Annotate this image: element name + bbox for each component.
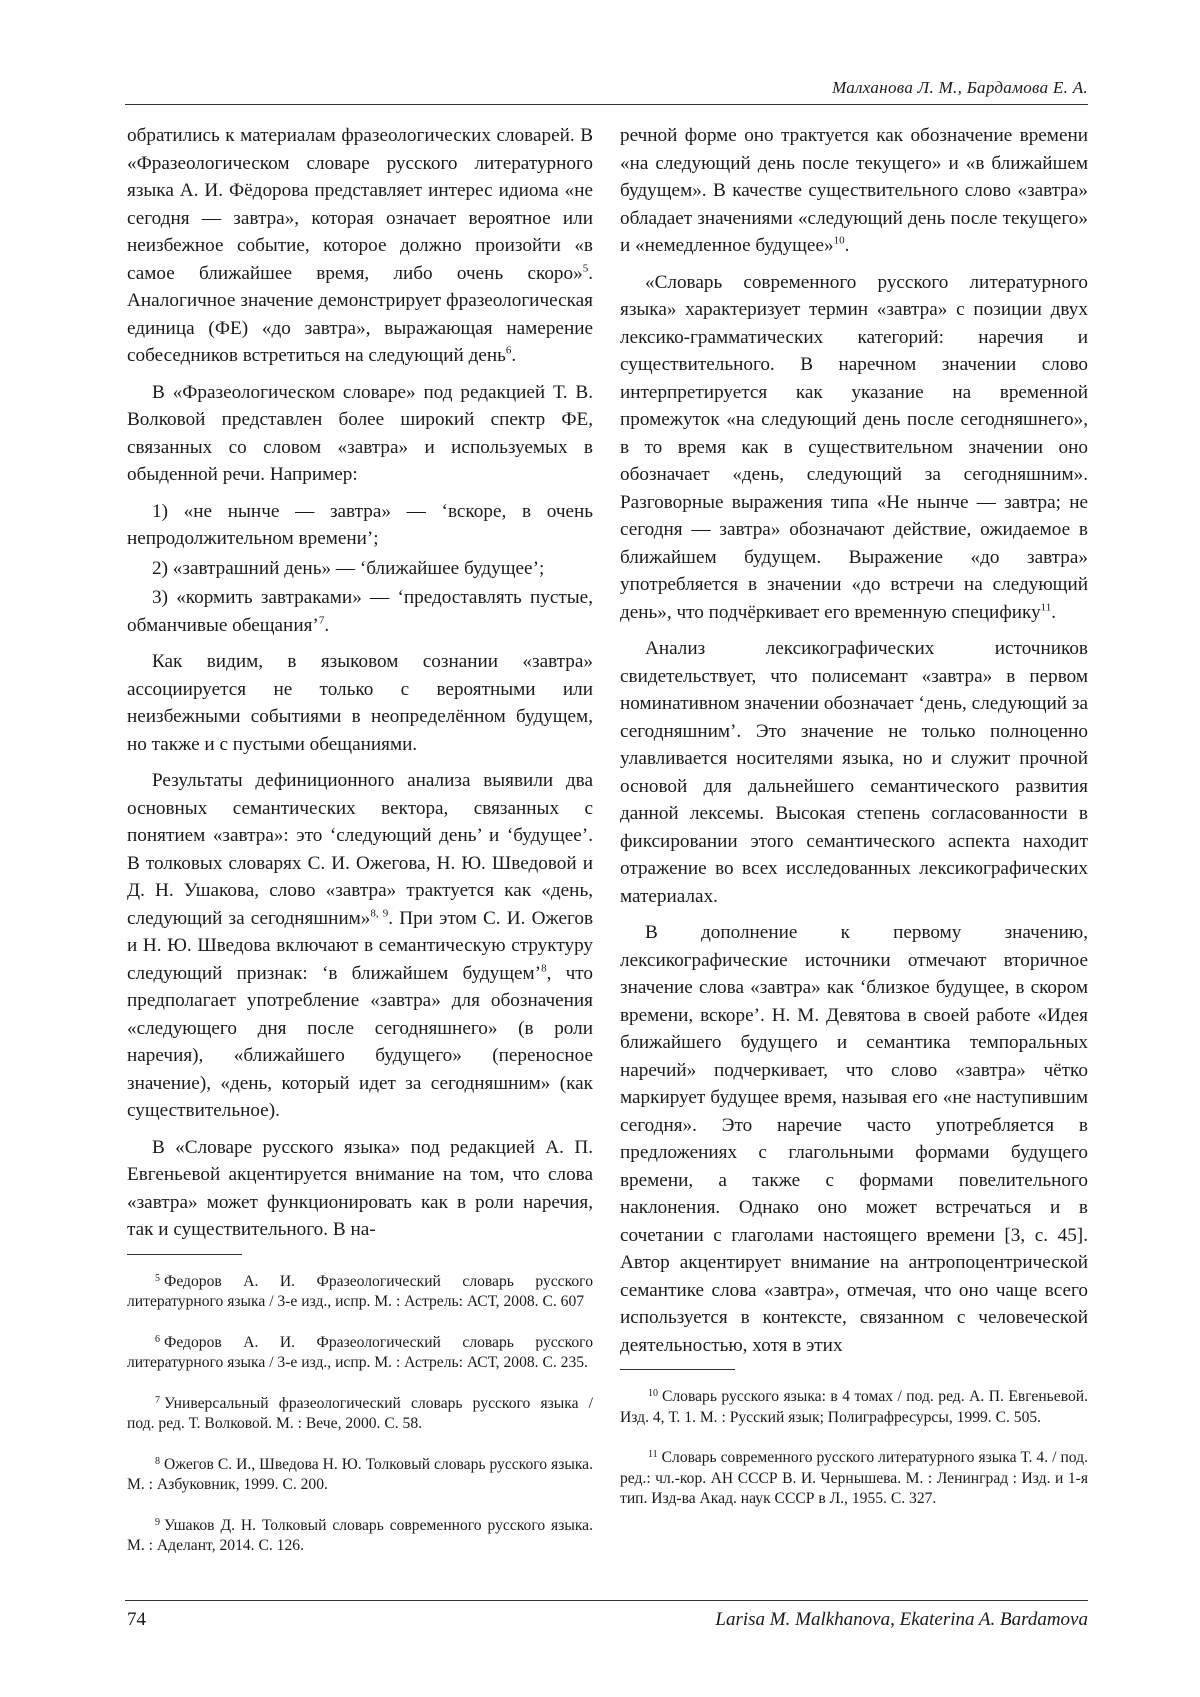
page-number: 74 (127, 1609, 146, 1630)
footnote-rule (127, 1254, 242, 1255)
paragraph: Анализ лексикографических источников свидетельствует, что полисемант «завтра» в первом номинативном значении обозначает ‘день, следующий за сегодняшним’. Это значение не только полноценно улавливается носителями языка, но и служит прочной основой для дальнейшего семантического развития данной лексемы. Высокая степень согласованности в фиксировании этого семантического аспекта находит отражение во всех исследованных лексикографических материалах. (620, 638, 1088, 907)
footer-rule (125, 1600, 1088, 1601)
footnote-rule (620, 1369, 735, 1370)
footnote: $^{10}$ Словарь русского языка: в 4 томах / под. ред. А. П. Евгеньевой. Изд. 4, Т. 1. М. : Русский язык; Полиграфресурсы, 1999. С. 505. (620, 1388, 1088, 1426)
footnote: $^5$ Федоров А. И. Фразеологический словарь русского литературного языка / 3-е изд., испр. М. : Астрель: АСТ, 2008. С. 607 (127, 1272, 593, 1310)
list-item: 2) «завтрашний день» — ‘ближайшее будущее’; (152, 557, 545, 579)
running-head: Малханова Л. М., Бардамова Е. А. (832, 78, 1088, 97)
paragraph: В «Словаре русского языка» под редакцией А. П. Евгеньевой акцентируется внимание на том, что слова «завтра» может функционировать как в роли наречия, так и существительного. В на- (127, 1136, 593, 1240)
left-column (127, 122, 593, 1574)
list-item: 3) «кормить завтраками» — ‘предоставлять пустые, обманчивые обещания’$^7$. (127, 587, 593, 636)
right-column (620, 122, 1088, 1527)
footer-authors: Larisa M. Malkhanova, Ekaterina A. Bardamova (715, 1609, 1088, 1630)
footnote: $^9$ Ушаков Д. Н. Толковый словарь современного русского языка. М. : Аделант, 2014. С. 126. (127, 1516, 593, 1554)
paragraph: Результаты дефиниционного анализа выявили два основных семантических вектора, связанных с понятием «завтра»: это ‘следующий день’ и ‘будущее’. В толковых словарях С. И. Ожегова, Н. Ю. Шведовой и Д. Н. Ушакова, слово «завтра» трактуется как «день, следующий за сегодняшним»$^{8, 9}$. При этом С. И. Ожегов и Н. Ю. Шведова включают в семантическую структуру следующий признак: ‘в ближайшем будущем’$^8$, что предполагает употребление «завтра» для обозначения «следующего дня после сегодняшнего» (в роли наречия), «ближайшего будущего» (переносное значение), «день, который идет за сегодняшним» (как существительное). (127, 770, 593, 1121)
footnote: $^{11}$ Словарь современного русского литературного языка Т. 4. / под. ред.: чл.-кор. АН СССР В. И. Чернышева. М. : Ленинград : Изд. и 1-я тип. Изд-ва Акад. наук СССР в Л., 1955. С. 327. (620, 1449, 1088, 1507)
paragraph: обратились к материалам фразеологических словарей. В «Фразеологическом словаре русского литературного языка А. И. Фёдорова представляет интерес идиома «не сегодня — завтра», которая означает вероятное или неизбежное событие, которое должно произойти «в самое ближайшее время, либо очень скоро»$^5$. Аналогичное значение демонстрирует фразеологическая единица (ФЕ) «до завтра», выражающая намерение собеседников встретиться на следующий день$^6$. (127, 125, 593, 366)
paragraph: В «Фразеологическом словаре» под редакцией Т. В. Волковой представлен более широкий спектр ФЕ, связанных со словом «завтра» и используемых в обыденной речи. Например: (127, 381, 593, 485)
paragraph: речной форме оно трактуется как обозначение времени «на следующий день после текущего» и «в ближайшем будущем». В качестве существительного слово «завтра» обладает значениями «следующий день после текущего» и «немедленное будущее»$^{10}$. (620, 125, 1088, 256)
footnote: $^8$ Ожегов С. И., Шведова Н. Ю. Толковый словарь русского языка. М. : Азбуковник, 1999. С. 200. (127, 1455, 593, 1493)
paragraph: В дополнение к первому значению, лексикографические источники отмечают вторичное значение слова «завтра» как ‘близкое будущее, в скором времени, вскоре’. Н. М. Девятова в своей работе «Идея ближайшего будущего и семантика темпоральных наречий» подчеркивает, что слово «завтра» чётко маркирует будущее время, называя его «не наступившим сегодня». Это наречие часто употребляется в предложениях с глагольными формами будущего времени, а также с формами повелительного наклонения. Однако оно может встречаться и в сочетании с глаголами настоящего времени [3, с. 45]. Автор акцентирует внимание на антропоцентрической семантике слова «завтра», отмечая, что оно чаще всего используется в контексте, связанном с человеческой деятельностью, хотя в этих (620, 922, 1088, 1356)
footnote: $^6$ Федоров А. И. Фразеологический словарь русского литературного языка / 3-е изд., испр. М. : Астрель: АСТ, 2008. С. 235. (127, 1333, 593, 1371)
paragraph: Как видим, в языковом сознании «завтра» ассоциируется не только с вероятными или неизбежными событиями в неопределённом будущем, но также и с пустыми обещаниями. (127, 651, 593, 755)
list-item: 1) «не нынче — завтра» — ‘вскоре, в очень непродолжительном времени’; (127, 500, 593, 549)
header-rule (125, 104, 1088, 105)
paragraph: «Словарь современного русского литературного языка» характеризует термин «завтра» с позиции двух лексико-грамматических категорий: наречия и существительного. В наречном значении слово интерпретируется как указание на временной промежуток «на следующий день после сегодняшнего», в то время как в существительном значении оно обозначает «день, следующий за сегодняшним». Разговорные выражения типа «Не нынче — завтра; не сегодня — завтра» обозначают действие, ожидаемое в ближайшем будущем. Выражение «до завтра» употребляется в значении «до встречи на следующий день», что подчёркивает его временную специфику$^{11}$. (620, 271, 1088, 623)
footnote: $^7$ Универсальный фразеологический словарь русского языка / под. ред. Т. Волковой. М. : Вече, 2000. С. 58. (127, 1394, 593, 1432)
